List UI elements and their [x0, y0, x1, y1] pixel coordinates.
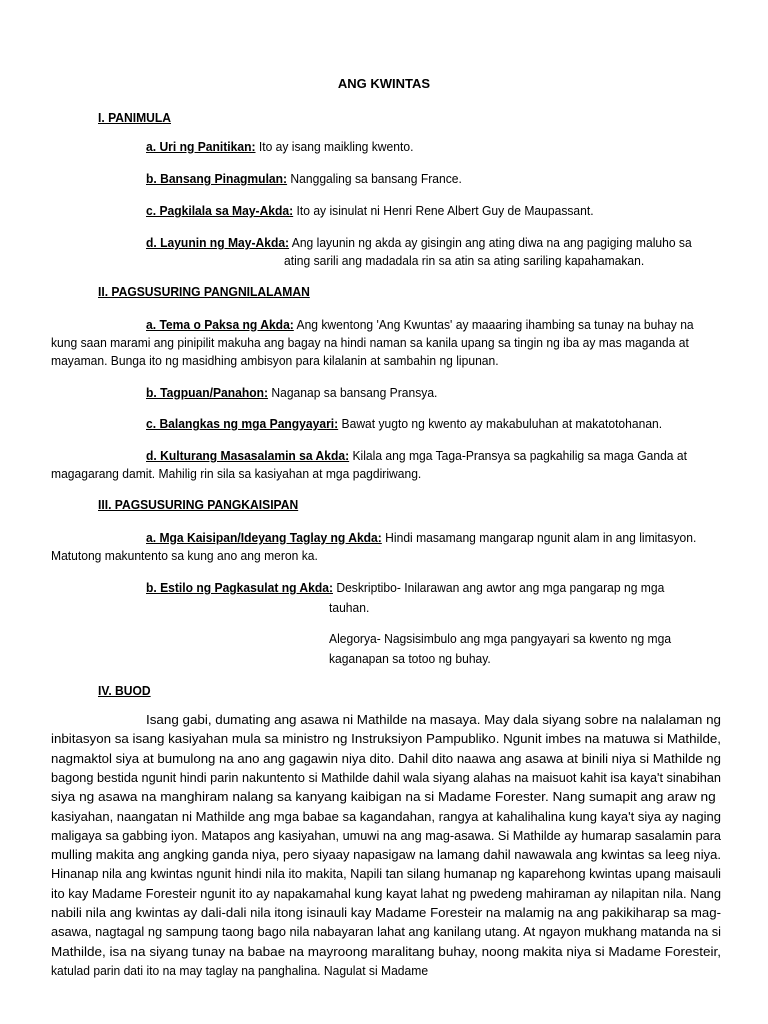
item-text: Bawat yugto ng kwento ay makabuluhan at makatotohanan. — [338, 416, 663, 431]
buod-line: ito kay Madame Foresteir ngunit ito ay napakamahal kung kayat lahat ng pwedeng mahiraman ay nilapitan nila. Nang — [51, 885, 721, 901]
buod-line: siya ng asawa na manghiram nalang sa kanyang kaibigan na si Madame Forester. Nang sumapit ang araw ng — [51, 789, 716, 805]
item-estilo-line-2: tauhan. — [329, 600, 370, 615]
item-label: b. Estilo ng Pagkasulat ng Akda: — [146, 580, 333, 595]
buod-line: katulad parin dati ito na may taglay na panghalina. Nagulat si Madame — [51, 962, 429, 978]
item-text: Ang layunin ng akda ay gisingin ang ating diwa na ang pagiging maluho sa — [289, 235, 692, 250]
section-heading-buod: IV. BUOD — [98, 683, 151, 698]
item-alegorya-line-1: Alegorya- Nagsisimbulo ang mga pangyayari sa kwento ng mga — [329, 631, 672, 646]
document-title: ANG KWINTAS — [337, 76, 431, 91]
buod-line: Mathilde, isa na siyang tunay na babae na mayroong maralitang buhay, noong makita niya si Madame Foresteir, — [51, 943, 722, 959]
item-uri-ng-panitikan — [146, 139, 413, 154]
item-label: c. Pagkilala sa May-Akda: — [146, 203, 294, 218]
item-label: b. Bansang Pinagmulan: — [146, 171, 288, 186]
item-label: b. Tagpuan/Panahon: — [146, 385, 269, 400]
item-estilo-ng-pagkasulat — [146, 580, 664, 595]
item-label: a. Mga Kaisipan/Ideyang Taglay ng Akda: — [146, 530, 382, 545]
item-tema-line-2: kung saan marami ang pinipilit makuha ang bagay na hindi naman sa kanila upang sa tingin ng iba ay mas maganda at — [51, 335, 689, 350]
item-label: c. Balangkas ng mga Pangyayari: — [146, 416, 339, 431]
item-text: Naganap sa bansang Pransya. — [268, 385, 438, 400]
item-mga-kaisipan — [146, 530, 696, 545]
item-text: Ang kwentong 'Ang Kwuntas' ay maaaring ihambing sa tunay na buhay na — [293, 317, 694, 332]
buod-line: nabili nila ang kwintas ay dali-dali nila itong isinauli kay Madame Foresteir na malamig na ang pakikiharap sa mag- — [51, 905, 721, 920]
item-tagpuan-panahon — [146, 385, 437, 400]
item-pagkilala-sa-may-akda — [146, 203, 594, 218]
buod-line: kasiyahan, naangatan ni Mathilde ang mga babae sa kagandahan, rangya at kahalihalina kung kaya't siya ay naging — [51, 808, 721, 824]
section-heading-panimula: I. PANIMULA — [98, 110, 171, 125]
section-heading-pangnilalaman: II. PAGSUSURING PANGNILALAMAN — [98, 284, 310, 299]
section-heading-pangkaisipan: III. PAGSUSURING PANGKAISIPAN — [98, 497, 299, 512]
item-label: a. Uri ng Panitikan: — [146, 139, 256, 154]
item-tema-line-3: mayaman. Bunga ito ng masidhing ambisyon para kilalanin at sambahin ng lipunan. — [51, 353, 499, 368]
buod-line: maligaya sa gabbing iyon. Matapos ang kasiyahan, umuwi na ang mag-asawa. Si Mathilde ay humarap sasalamin para — [51, 827, 721, 843]
buod-line: inbitasyon sa isang kasiyahan mula sa ministro ng Instruksiyon Pampubliko. Ngunit imbes na matuwa si Mathilde, — [51, 731, 721, 747]
buod-line: Isang gabi, dumating ang asawa ni Mathilde na masaya. May dala siyang sobre na nalalaman ng — [146, 712, 721, 727]
item-kulturang-masasalamin — [146, 448, 687, 463]
item-kulturang-line-2: magagarang damit. Mahilig rin sila sa kasiyahan at mga pagdiriwang. — [51, 466, 422, 481]
item-balangkas-ng-pangyayari — [146, 416, 662, 431]
item-layunin-continuation: ating sarili ang madadala rin sa atin sa ating sariling kapahamakan. — [284, 253, 645, 268]
item-alegorya-line-2: kaganapan sa totoo ng buhay. — [329, 651, 491, 666]
item-label: a. Tema o Paksa ng Akda: — [146, 317, 294, 332]
item-label: d. Layunin ng May-Akda: — [146, 235, 290, 250]
item-tema-o-paksa — [146, 317, 694, 332]
item-text: Ito ay isang maikling kwento. — [255, 139, 414, 154]
item-text: Kilala ang mga Taga-Pransya sa pagkahilig sa maga Ganda at — [349, 448, 687, 463]
buod-line: mulling makita ang angking ganda niya, pero siyaay napasigaw na lamang dahil nawawala ang kwintas sa leeg niya. — [51, 847, 721, 863]
item-bansang-pinagmulan — [146, 171, 462, 186]
buod-line: Hinanap nila ang kwintas ngunit hindi nila ito makita, Napili tan silang humanap ng kaparehong kwintas upang maisauli — [51, 866, 721, 882]
item-layunin-ng-may-akda — [146, 235, 692, 250]
item-text: Ito ay isinulat ni Henri Rene Albert Guy de Maupassant. — [293, 203, 594, 218]
item-mga-kaisipan-line-2: Matutong makuntento sa kung ano ang meron ka. — [51, 548, 318, 563]
buod-line: asawa, nagtagal ng sampung taong bago nila nabayaran lahat ang kanilang utang. At ngayon mukhang matanda na si — [51, 924, 721, 940]
item-text: Hindi masamang mangarap ngunit alam in ang limitasyon. — [381, 530, 697, 545]
buod-line: bagong bestida ngunit hindi parin nakuntento si Mathilde dahil wala siyang alahas na maisuot kahit isa kaya't sinabihan — [51, 769, 721, 785]
item-label: d. Kulturang Masasalamin sa Akda: — [146, 448, 350, 463]
buod-line: nagmaktol siya at bumulong na ano ang gagawin niya dito. Dahil dito naawa ang asawa at binili niya si Mathilde ng — [51, 750, 721, 766]
item-text: Deskriptibo- Inilarawan ang awtor ang mga pangarap ng mga — [332, 580, 665, 595]
item-text: Nanggaling sa bansang France. — [287, 171, 462, 186]
